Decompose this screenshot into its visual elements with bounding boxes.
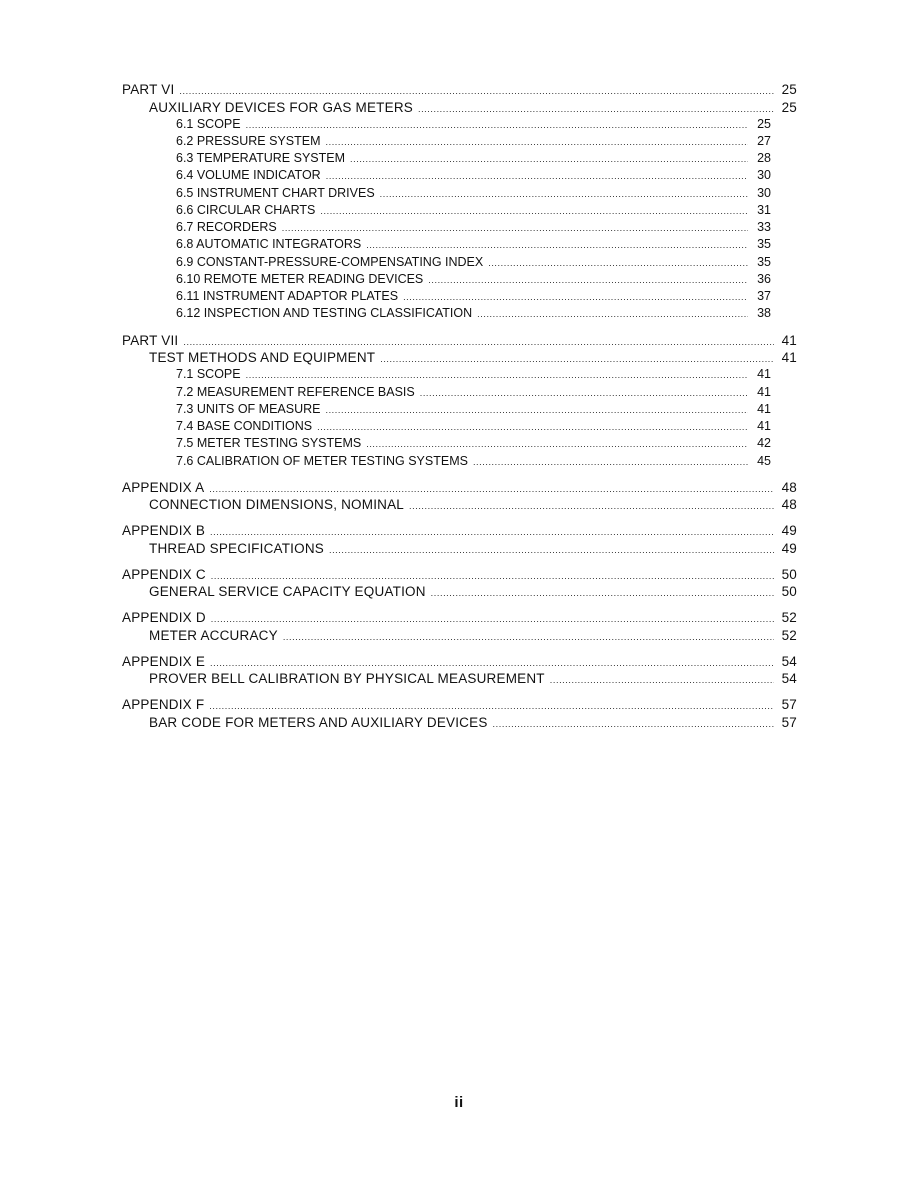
toc-entry-label: 7.3 UNITS OF MEASURE <box>176 402 321 416</box>
toc-entry-page: 38 <box>757 306 771 320</box>
toc-entry-label: 7.5 METER TESTING SYSTEMS <box>176 436 362 450</box>
dot-leader <box>488 255 748 272</box>
toc-entry <box>176 236 771 253</box>
toc-entry <box>122 653 797 670</box>
dot-leader <box>366 237 748 254</box>
toc-entry-page: 28 <box>757 151 771 165</box>
dot-leader <box>282 220 748 237</box>
toc-entry <box>122 696 797 713</box>
toc-entry <box>176 271 771 288</box>
dot-leader <box>246 367 748 384</box>
toc-entry <box>149 670 797 687</box>
dot-leader <box>326 134 749 151</box>
toc-entry-label: METER ACCURACY <box>149 628 278 643</box>
dot-leader <box>329 542 774 559</box>
toc-entry-page: 54 <box>781 654 797 669</box>
toc-entry-page: 41 <box>757 385 771 399</box>
dot-leader <box>477 306 748 323</box>
dot-leader <box>210 524 774 541</box>
toc-entry-page: 52 <box>781 610 797 625</box>
toc-entry-label: 6.4 VOLUME INDICATOR <box>176 168 321 182</box>
toc-entry-page: 31 <box>757 203 771 217</box>
toc-entry-label: PROVER BELL CALIBRATION BY PHYSICAL MEASUREMENT <box>149 671 545 686</box>
toc-entry-label: 6.12 INSPECTION AND TESTING CLASSIFICATION <box>176 306 473 320</box>
toc-entry-label: PART VII <box>122 333 179 348</box>
toc-entry <box>122 522 797 539</box>
toc-entry-label: AUXILIARY DEVICES FOR GAS METERS <box>149 100 413 115</box>
toc-entry-page: 57 <box>781 715 797 730</box>
dot-leader <box>246 117 748 134</box>
toc-entry-label: 6.1 SCOPE <box>176 117 241 131</box>
toc-entry <box>176 435 771 452</box>
dot-leader <box>179 83 774 100</box>
toc-entry-label: 6.10 REMOTE METER READING DEVICES <box>176 272 424 286</box>
toc-entry-label: 6.6 CIRCULAR CHARTS <box>176 203 316 217</box>
toc-entry <box>176 305 771 322</box>
toc-entry-page: 33 <box>757 220 771 234</box>
toc-entry-page: 25 <box>757 117 771 131</box>
toc-entry-label: APPENDIX C <box>122 567 206 582</box>
toc-entry <box>176 202 771 219</box>
dot-leader <box>473 454 748 471</box>
page-number: ii <box>454 1094 464 1111</box>
toc-entry <box>122 332 797 349</box>
dot-leader <box>550 672 774 689</box>
toc-entry-page: 25 <box>781 100 797 115</box>
toc-entry <box>176 133 771 150</box>
toc-entry-page: 50 <box>781 567 797 582</box>
toc-entry-label: APPENDIX E <box>122 654 206 669</box>
toc-entry-page: 25 <box>781 82 797 97</box>
toc-entry-label: APPENDIX D <box>122 610 206 625</box>
toc-entry <box>122 479 797 496</box>
toc-entry-page: 42 <box>757 436 771 450</box>
toc-entry-label: 6.9 CONSTANT-PRESSURE-COMPENSATING INDEX <box>176 255 484 269</box>
dot-leader <box>283 629 774 646</box>
toc-entry-page: 27 <box>757 134 771 148</box>
toc-entry <box>176 116 771 133</box>
toc-entry-page: 49 <box>781 541 797 556</box>
toc-entry-label: 6.7 RECORDERS <box>176 220 277 234</box>
toc-entry-label: 7.4 BASE CONDITIONS <box>176 419 313 433</box>
toc-entry-label: CONNECTION DIMENSIONS, NOMINAL <box>149 497 405 512</box>
toc-entry <box>176 366 771 383</box>
toc-entry-page: 35 <box>757 237 771 251</box>
toc-entry <box>122 566 797 583</box>
dot-leader <box>420 385 748 402</box>
toc-entry-page: 48 <box>781 497 797 512</box>
toc-entry <box>149 540 797 557</box>
toc-entry <box>176 167 771 184</box>
toc-entry-page: 45 <box>757 454 771 468</box>
toc-entry-label: 7.2 MEASUREMENT REFERENCE BASIS <box>176 385 415 399</box>
toc-entry-label: BAR CODE FOR METERS AND AUXILIARY DEVICES <box>149 715 488 730</box>
toc-entry-page: 30 <box>757 168 771 182</box>
toc-entry <box>176 401 771 418</box>
dot-leader <box>320 203 748 220</box>
dot-leader <box>428 272 748 289</box>
toc-entry-page: 49 <box>781 523 797 538</box>
toc-entry <box>176 219 771 236</box>
toc-entry-page: 37 <box>757 289 771 303</box>
toc-entry-page: 48 <box>781 480 797 495</box>
toc-entry-page: 41 <box>757 367 771 381</box>
toc-entry <box>176 418 771 435</box>
toc-entry-label: APPENDIX A <box>122 480 205 495</box>
toc-entry-label: GENERAL SERVICE CAPACITY EQUATION <box>149 584 426 599</box>
dot-leader <box>317 419 748 436</box>
toc-entry-page: 50 <box>781 584 797 599</box>
toc-entry-page: 41 <box>781 333 797 348</box>
toc-entry-page: 35 <box>757 255 771 269</box>
toc-entry-label: TEST METHODS AND EQUIPMENT <box>149 350 376 365</box>
toc-entry-label: 6.8 AUTOMATIC INTEGRATORS <box>176 237 362 251</box>
dot-leader <box>403 289 748 306</box>
toc-entry-label: PART VI <box>122 82 175 97</box>
toc-entry <box>176 288 771 305</box>
toc-entry <box>149 627 797 644</box>
toc-entry-label: 7.6 CALIBRATION OF METER TESTING SYSTEMS <box>176 454 468 468</box>
toc-entry-label: 6.3 TEMPERATURE SYSTEM <box>176 151 346 165</box>
toc-entry <box>122 81 797 98</box>
dot-leader <box>211 611 774 628</box>
toc-entry-page: 30 <box>757 186 771 200</box>
toc-entry-label: 6.11 INSTRUMENT ADAPTOR PLATES <box>176 289 399 303</box>
toc-entry <box>176 150 771 167</box>
toc-entry-label: 6.2 PRESSURE SYSTEM <box>176 134 321 148</box>
dot-leader <box>350 151 748 168</box>
toc-entry <box>176 185 771 202</box>
dot-leader <box>366 436 748 453</box>
toc-entry-page: 52 <box>781 628 797 643</box>
toc-entry-page: 41 <box>757 419 771 433</box>
dot-leader <box>431 585 774 602</box>
toc-entry-page: 41 <box>757 402 771 416</box>
toc-entry-label: THREAD SPECIFICATIONS <box>149 541 324 556</box>
toc-entry-page: 57 <box>781 697 797 712</box>
toc-entry <box>149 714 797 731</box>
toc-entry-page: 36 <box>757 272 771 286</box>
dot-leader <box>409 498 774 515</box>
toc-entry <box>149 349 797 366</box>
toc-entry <box>122 609 797 626</box>
toc-entry <box>149 583 797 600</box>
toc-entry-label: 7.1 SCOPE <box>176 367 241 381</box>
toc-entry-label: 6.5 INSTRUMENT CHART DRIVES <box>176 186 375 200</box>
toc-entry <box>176 254 771 271</box>
toc-entry <box>176 453 771 470</box>
toc-entry <box>176 384 771 401</box>
toc-entry <box>149 496 797 513</box>
toc-entry-label: APPENDIX B <box>122 523 206 538</box>
toc-entry-page: 41 <box>781 350 797 365</box>
dot-leader <box>326 168 748 185</box>
toc-entry-label: APPENDIX F <box>122 697 205 712</box>
toc-entry-page: 54 <box>781 671 797 686</box>
dot-leader <box>209 698 774 715</box>
dot-leader <box>380 186 748 203</box>
dot-leader <box>325 402 748 419</box>
toc-entry <box>149 99 797 116</box>
dot-leader <box>493 716 774 733</box>
